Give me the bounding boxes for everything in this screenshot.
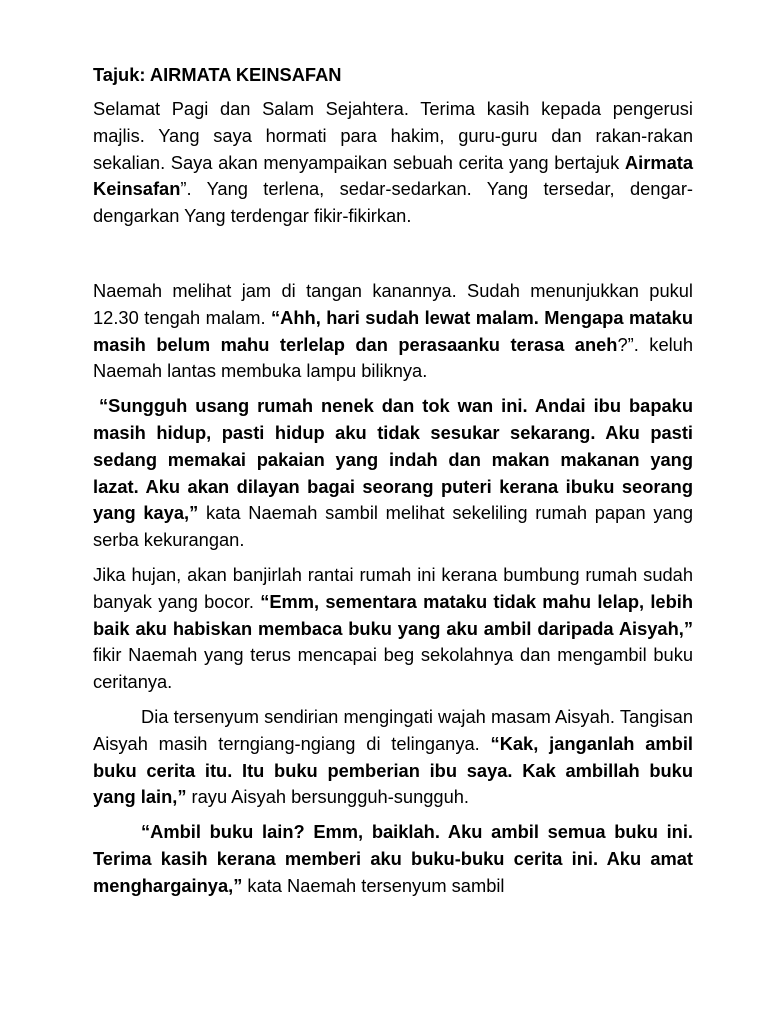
paragraph-text: kata Naemah sambil melihat sekeliling rumah papan yang serba kekurangan. (93, 502, 693, 551)
paragraph-text: Naemah melihat jam di tangan kanannya. Sudah menunjukkan pukul 12.30 tengah malam. (93, 279, 693, 328)
paragraph-aisyah (93, 704, 693, 811)
title-label: Tajuk: AIRMATA KEINSAFAN (93, 64, 342, 85)
paragraph-text: Dia tersenyum sendirian mengingati wajah masam Aisyah. Tangisan Aisyah masih terngiang-ngiang di telinganya. (93, 705, 693, 754)
paragraph-bold-text: Airmata Keinsafan (93, 151, 693, 200)
document-title (93, 62, 693, 88)
paragraph-text: kata Naemah tersenyum sambil (242, 874, 505, 896)
paragraph-naemah-thoughts (93, 393, 693, 554)
paragraph-bold-text: “Emm, sementara mataku tidak mahu lelap, lebih baik aku habiskan membaca buku yang aku ambil daripada Aisyah,” (93, 590, 693, 639)
document-page (93, 62, 693, 908)
paragraph-text: ”. Yang terlena, sedar-sedarkan. Yang tersedar, dengar-dengarkan Yang terdengar fikir-fikirkan. (93, 178, 693, 227)
paragraph-text: Jika hujan, akan banjirlah rantai rumah ini kerana bumbung rumah sudah banyak yang bocor. (93, 563, 693, 612)
paragraph-text: rayu Aisyah bersungguh-sungguh. (186, 786, 470, 808)
paragraph-intro (93, 96, 693, 230)
paragraph-text: fikir Naemah yang terus mencapai beg sekolahnya dan mengambil buku ceritanya. (93, 644, 693, 693)
paragraph-bold-text: “Ahh, hari sudah lewat malam. Mengapa mataku masih belum mahu terlelap dan perasaanku terasa aneh (93, 306, 693, 355)
paragraph-gap (93, 238, 693, 278)
paragraph-rain (93, 562, 693, 696)
paragraph-text: ?”. keluh Naemah lantas membuka lampu biliknya. (93, 333, 694, 382)
paragraph-text: Selamat Pagi dan Salam Sejahtera. Terima kasih kepada pengerusi majlis. Yang saya hormati para hakim, guru-guru dan rakan-rakan sekalian. Saya akan menyampaikan sebuah cerita yang bertajuk (93, 98, 693, 173)
paragraph-naemah-clock (93, 278, 693, 385)
paragraph-ambil-buku (93, 819, 693, 899)
paragraph-bold-text: “Ambil buku lain? Emm, baiklah. Aku ambil semua buku ini. Terima kasih kerana memberi aku buku-buku cerita ini. Aku amat menghargainya,” (93, 821, 693, 896)
paragraph-bold-text: “Kak, janganlah ambil buku cerita itu. Itu buku pemberian ibu saya. Kak ambillah buku yang lain,” (93, 732, 693, 808)
paragraph-bold-text: “Sungguh usang rumah nenek dan tok wan ini. Andai ibu bapaku masih hidup, pasti hidup aku tidak sesukar sekarang. Aku pasti sedang memakai pakaian yang indah dan makan makanan yang lazat. Aku akan dilayan bagai seorang puteri kerana ibuku seorang yang kaya,” (93, 395, 693, 524)
